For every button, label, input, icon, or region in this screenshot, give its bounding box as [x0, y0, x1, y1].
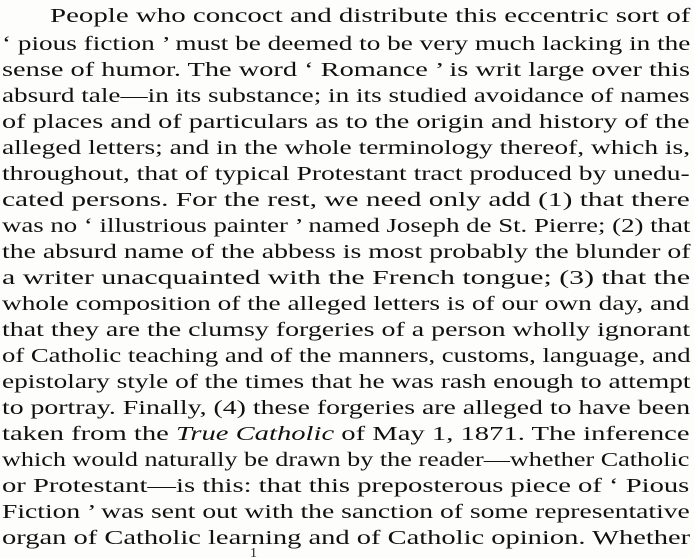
text-line-17	[2, 422, 690, 446]
text-line-7: throughout, that of typical Protestant tract produced by unedu-	[2, 163, 690, 185]
bottom-margin-mark: 1	[250, 546, 257, 559]
text-line-17-start: taken from the	[2, 423, 176, 445]
text-line-10: the absurd name of the abbess is most probably the blunder of	[2, 241, 691, 263]
text-line-18: which would naturally be drawn by the reader—whether Catholic	[2, 449, 690, 471]
text-line-13: that they are the clumsy forgeries of a person wholly ignorant	[2, 319, 691, 341]
text-line-5: of places and of particulars as to the origin and history of the	[2, 111, 690, 133]
text-line-17-end: of May 1, 1871. The inference	[334, 423, 690, 445]
text-line-1: People who concoct and distribute this eccentric sort of	[50, 5, 691, 27]
text-line-20: Fiction ’ was sent out with the sanction of some representative	[2, 501, 690, 523]
text-line-21: organ of Catholic learning and of Catholic opinion. Whether	[2, 527, 691, 549]
text-line-8: cated persons. For the rest, we need only add (1) that there	[2, 189, 690, 211]
newspaper-title-italic: True Catholic	[175, 423, 335, 445]
text-line-19: or Protestant—is this: that this preposterous piece of ‘ Pious	[2, 475, 690, 497]
text-line-12: whole composition of the alleged letters is of our own day, and	[2, 293, 690, 315]
text-line-16: to portray. Finally, (4) these forgeries are alleged to have been	[2, 397, 691, 419]
text-line-11: a writer unacquainted with the French tongue; (3) that the	[2, 267, 691, 289]
text-line-4: absurd tale—in its substance; in its studied avoidance of names	[2, 85, 690, 107]
text-line-15: epistolary style of the times that he was rash enough to attempt	[2, 371, 691, 393]
text-line-3: sense of humor. The word ‘ Romance ’ is writ large over this	[2, 59, 691, 81]
text-line-14: of Catholic teaching and of the manners, customs, language, and	[2, 345, 691, 367]
text-line-2: ‘ pious fiction ’ must be deemed to be very much lacking in the	[2, 33, 691, 55]
text-line-9: was no ‘ illustrious painter ’ named Joseph de St. Pierre; (2) that	[2, 215, 691, 237]
text-line-6: alleged letters; and in the whole terminology thereof, which is,	[2, 137, 691, 159]
